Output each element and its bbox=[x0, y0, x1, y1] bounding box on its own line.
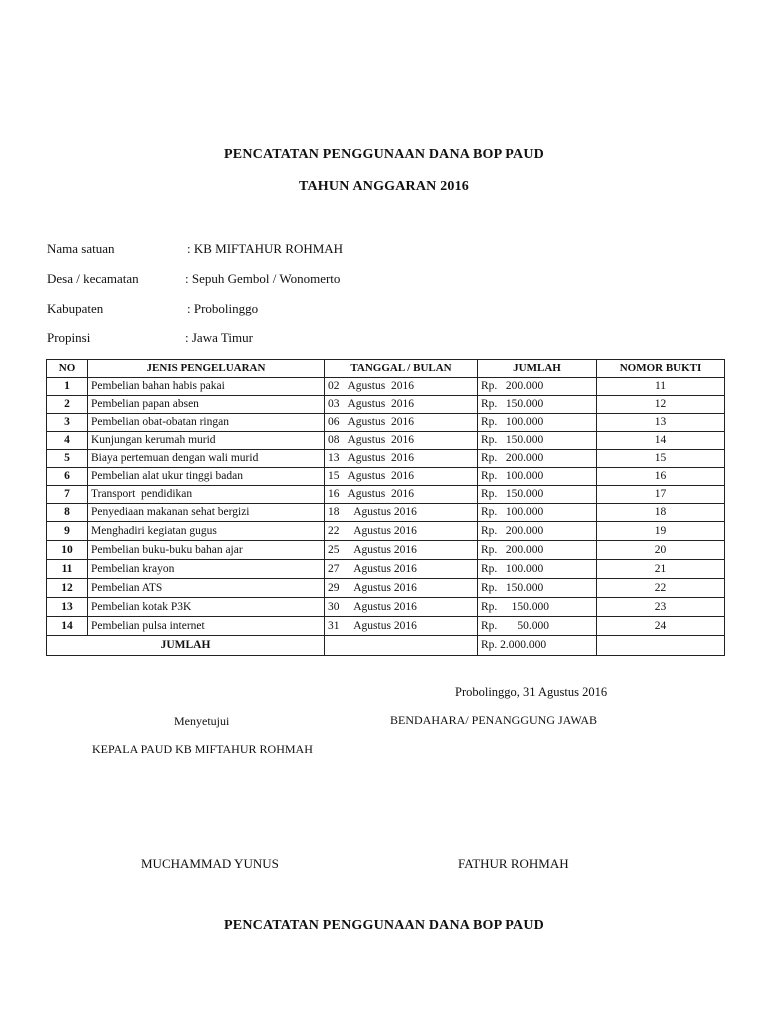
table-row bbox=[47, 617, 725, 636]
row-jumlah: Rp. 100.000 bbox=[478, 414, 597, 432]
total-empty-cell bbox=[325, 636, 478, 656]
row-tanggal: 30 Agustus 2016 bbox=[325, 598, 478, 617]
table-row bbox=[47, 396, 725, 414]
row-jumlah: Rp. 150.000 bbox=[478, 598, 597, 617]
table-row bbox=[47, 598, 725, 617]
row-no: 4 bbox=[47, 432, 88, 450]
row-jenis: Pembelian buku-buku bahan ajar bbox=[88, 541, 325, 560]
row-jumlah: Rp. 200.000 bbox=[478, 450, 597, 468]
header-bukti: NOMOR BUKTI bbox=[597, 360, 725, 378]
row-jumlah: Rp. 100.000 bbox=[478, 468, 597, 486]
row-jumlah: Rp. 100.000 bbox=[478, 504, 597, 522]
row-jenis: Pembelian kotak P3K bbox=[88, 598, 325, 617]
row-jenis: Penyediaan makanan sehat bergizi bbox=[88, 504, 325, 522]
header-no: NO bbox=[47, 360, 88, 378]
total-value: Rp. 2.000.000 bbox=[478, 636, 597, 656]
row-jenis: Pembelian krayon bbox=[88, 560, 325, 579]
row-tanggal: 25 Agustus 2016 bbox=[325, 541, 478, 560]
row-jumlah: Rp. 200.000 bbox=[478, 378, 597, 396]
table-row bbox=[47, 378, 725, 396]
row-jumlah: Rp. 100.000 bbox=[478, 560, 597, 579]
row-bukti: 24 bbox=[597, 617, 725, 636]
row-bukti: 14 bbox=[597, 432, 725, 450]
table-row bbox=[47, 579, 725, 598]
row-bukti: 18 bbox=[597, 504, 725, 522]
table-row bbox=[47, 468, 725, 486]
row-no: 1 bbox=[47, 378, 88, 396]
row-no: 5 bbox=[47, 450, 88, 468]
total-row bbox=[47, 636, 725, 656]
row-no: 12 bbox=[47, 579, 88, 598]
row-tanggal: 06 Agustus 2016 bbox=[325, 414, 478, 432]
table-row bbox=[47, 450, 725, 468]
row-jumlah: Rp. 50.000 bbox=[478, 617, 597, 636]
table-row bbox=[47, 504, 725, 522]
row-bukti: 22 bbox=[597, 579, 725, 598]
info-label: Kabupaten bbox=[47, 301, 104, 316]
row-jenis: Transport pendidikan bbox=[88, 486, 325, 504]
info-label: Nama satuan bbox=[47, 241, 115, 256]
row-no: 8 bbox=[47, 504, 88, 522]
row-jenis: Kunjungan kerumah murid bbox=[88, 432, 325, 450]
row-jumlah: Rp. 200.000 bbox=[478, 522, 597, 541]
row-jenis: Pembelian alat ukur tinggi badan bbox=[88, 468, 325, 486]
row-no: 6 bbox=[47, 468, 88, 486]
row-tanggal: 18 Agustus 2016 bbox=[325, 504, 478, 522]
info-value: : Probolinggo bbox=[187, 301, 259, 316]
row-bukti: 19 bbox=[597, 522, 725, 541]
treasurer-name: FATHUR ROHMAH bbox=[458, 856, 569, 871]
row-jumlah: Rp. 150.000 bbox=[478, 396, 597, 414]
info-value: : KB MIFTAHUR ROHMAH bbox=[187, 241, 344, 256]
row-bukti: 13 bbox=[597, 414, 725, 432]
row-tanggal: 02 Agustus 2016 bbox=[325, 378, 478, 396]
row-jumlah: Rp. 150.000 bbox=[478, 486, 597, 504]
table-row bbox=[47, 486, 725, 504]
row-bukti: 12 bbox=[597, 396, 725, 414]
row-tanggal: 03 Agustus 2016 bbox=[325, 396, 478, 414]
header-tanggal: TANGGAL / BULAN bbox=[325, 360, 478, 378]
header-jumlah: JUMLAH bbox=[478, 360, 597, 378]
approve-label: Menyetujui bbox=[174, 714, 230, 728]
document-subtitle: TAHUN ANGGARAN 2016 bbox=[299, 179, 469, 194]
row-jenis: Biaya pertemuan dengan wali murid bbox=[88, 450, 325, 468]
row-tanggal: 13 Agustus 2016 bbox=[325, 450, 478, 468]
place-date: Probolinggo, 31 Agustus 2016 bbox=[455, 685, 608, 699]
table-row bbox=[47, 560, 725, 579]
row-no: 13 bbox=[47, 598, 88, 617]
info-row-desa-kecamatan bbox=[47, 271, 340, 287]
treasurer-role: BENDAHARA/ PENANGGUNG JAWAB bbox=[390, 713, 598, 727]
row-no: 2 bbox=[47, 396, 88, 414]
info-value: : Sepuh Gembol / Wonomerto bbox=[185, 271, 341, 286]
header-jenis: JENIS PENGELUARAN bbox=[88, 360, 325, 378]
row-bukti: 20 bbox=[597, 541, 725, 560]
row-tanggal: 27 Agustus 2016 bbox=[325, 560, 478, 579]
row-bukti: 23 bbox=[597, 598, 725, 617]
row-no: 10 bbox=[47, 541, 88, 560]
row-no: 11 bbox=[47, 560, 88, 579]
document-title: PENCATATAN PENGGUNAAN DANA BOP PAUD bbox=[224, 147, 544, 162]
total-label: JUMLAH bbox=[47, 636, 325, 656]
row-no: 14 bbox=[47, 617, 88, 636]
table-row bbox=[47, 432, 725, 450]
info-label: Desa / kecamatan bbox=[47, 271, 139, 286]
info-row-kabupaten bbox=[47, 301, 258, 317]
row-no: 3 bbox=[47, 414, 88, 432]
row-jumlah: Rp. 150.000 bbox=[478, 579, 597, 598]
info-row-propinsi bbox=[47, 330, 253, 346]
row-tanggal: 15 Agustus 2016 bbox=[325, 468, 478, 486]
row-jenis: Pembelian ATS bbox=[88, 579, 325, 598]
table-row bbox=[47, 541, 725, 560]
row-tanggal: 08 Agustus 2016 bbox=[325, 432, 478, 450]
head-name: MUCHAMMAD YUNUS bbox=[141, 856, 279, 871]
row-jenis: Pembelian pulsa internet bbox=[88, 617, 325, 636]
row-tanggal: 31 Agustus 2016 bbox=[325, 617, 478, 636]
table-header-row bbox=[47, 360, 725, 378]
row-bukti: 16 bbox=[597, 468, 725, 486]
total-empty-cell bbox=[597, 636, 725, 656]
row-no: 9 bbox=[47, 522, 88, 541]
row-bukti: 15 bbox=[597, 450, 725, 468]
row-no: 7 bbox=[47, 486, 88, 504]
info-label: Propinsi bbox=[47, 330, 91, 345]
expense-table bbox=[46, 359, 725, 656]
row-bukti: 21 bbox=[597, 560, 725, 579]
row-jenis: Pembelian bahan habis pakai bbox=[88, 378, 325, 396]
row-jumlah: Rp. 150.000 bbox=[478, 432, 597, 450]
row-tanggal: 16 Agustus 2016 bbox=[325, 486, 478, 504]
table-row bbox=[47, 414, 725, 432]
row-bukti: 11 bbox=[597, 378, 725, 396]
next-page-title: PENCATATAN PENGGUNAAN DANA BOP PAUD bbox=[224, 918, 544, 933]
row-jenis: Pembelian papan absen bbox=[88, 396, 325, 414]
row-jenis: Menghadiri kegiatan gugus bbox=[88, 522, 325, 541]
row-tanggal: 22 Agustus 2016 bbox=[325, 522, 478, 541]
table-row bbox=[47, 522, 725, 541]
row-bukti: 17 bbox=[597, 486, 725, 504]
info-row-nama-satuan bbox=[47, 241, 343, 257]
info-value: : Jawa Timur bbox=[185, 330, 253, 345]
head-role: KEPALA PAUD KB MIFTAHUR ROHMAH bbox=[92, 742, 313, 756]
row-tanggal: 29 Agustus 2016 bbox=[325, 579, 478, 598]
row-jenis: Pembelian obat-obatan ringan bbox=[88, 414, 325, 432]
row-jumlah: Rp. 200.000 bbox=[478, 541, 597, 560]
